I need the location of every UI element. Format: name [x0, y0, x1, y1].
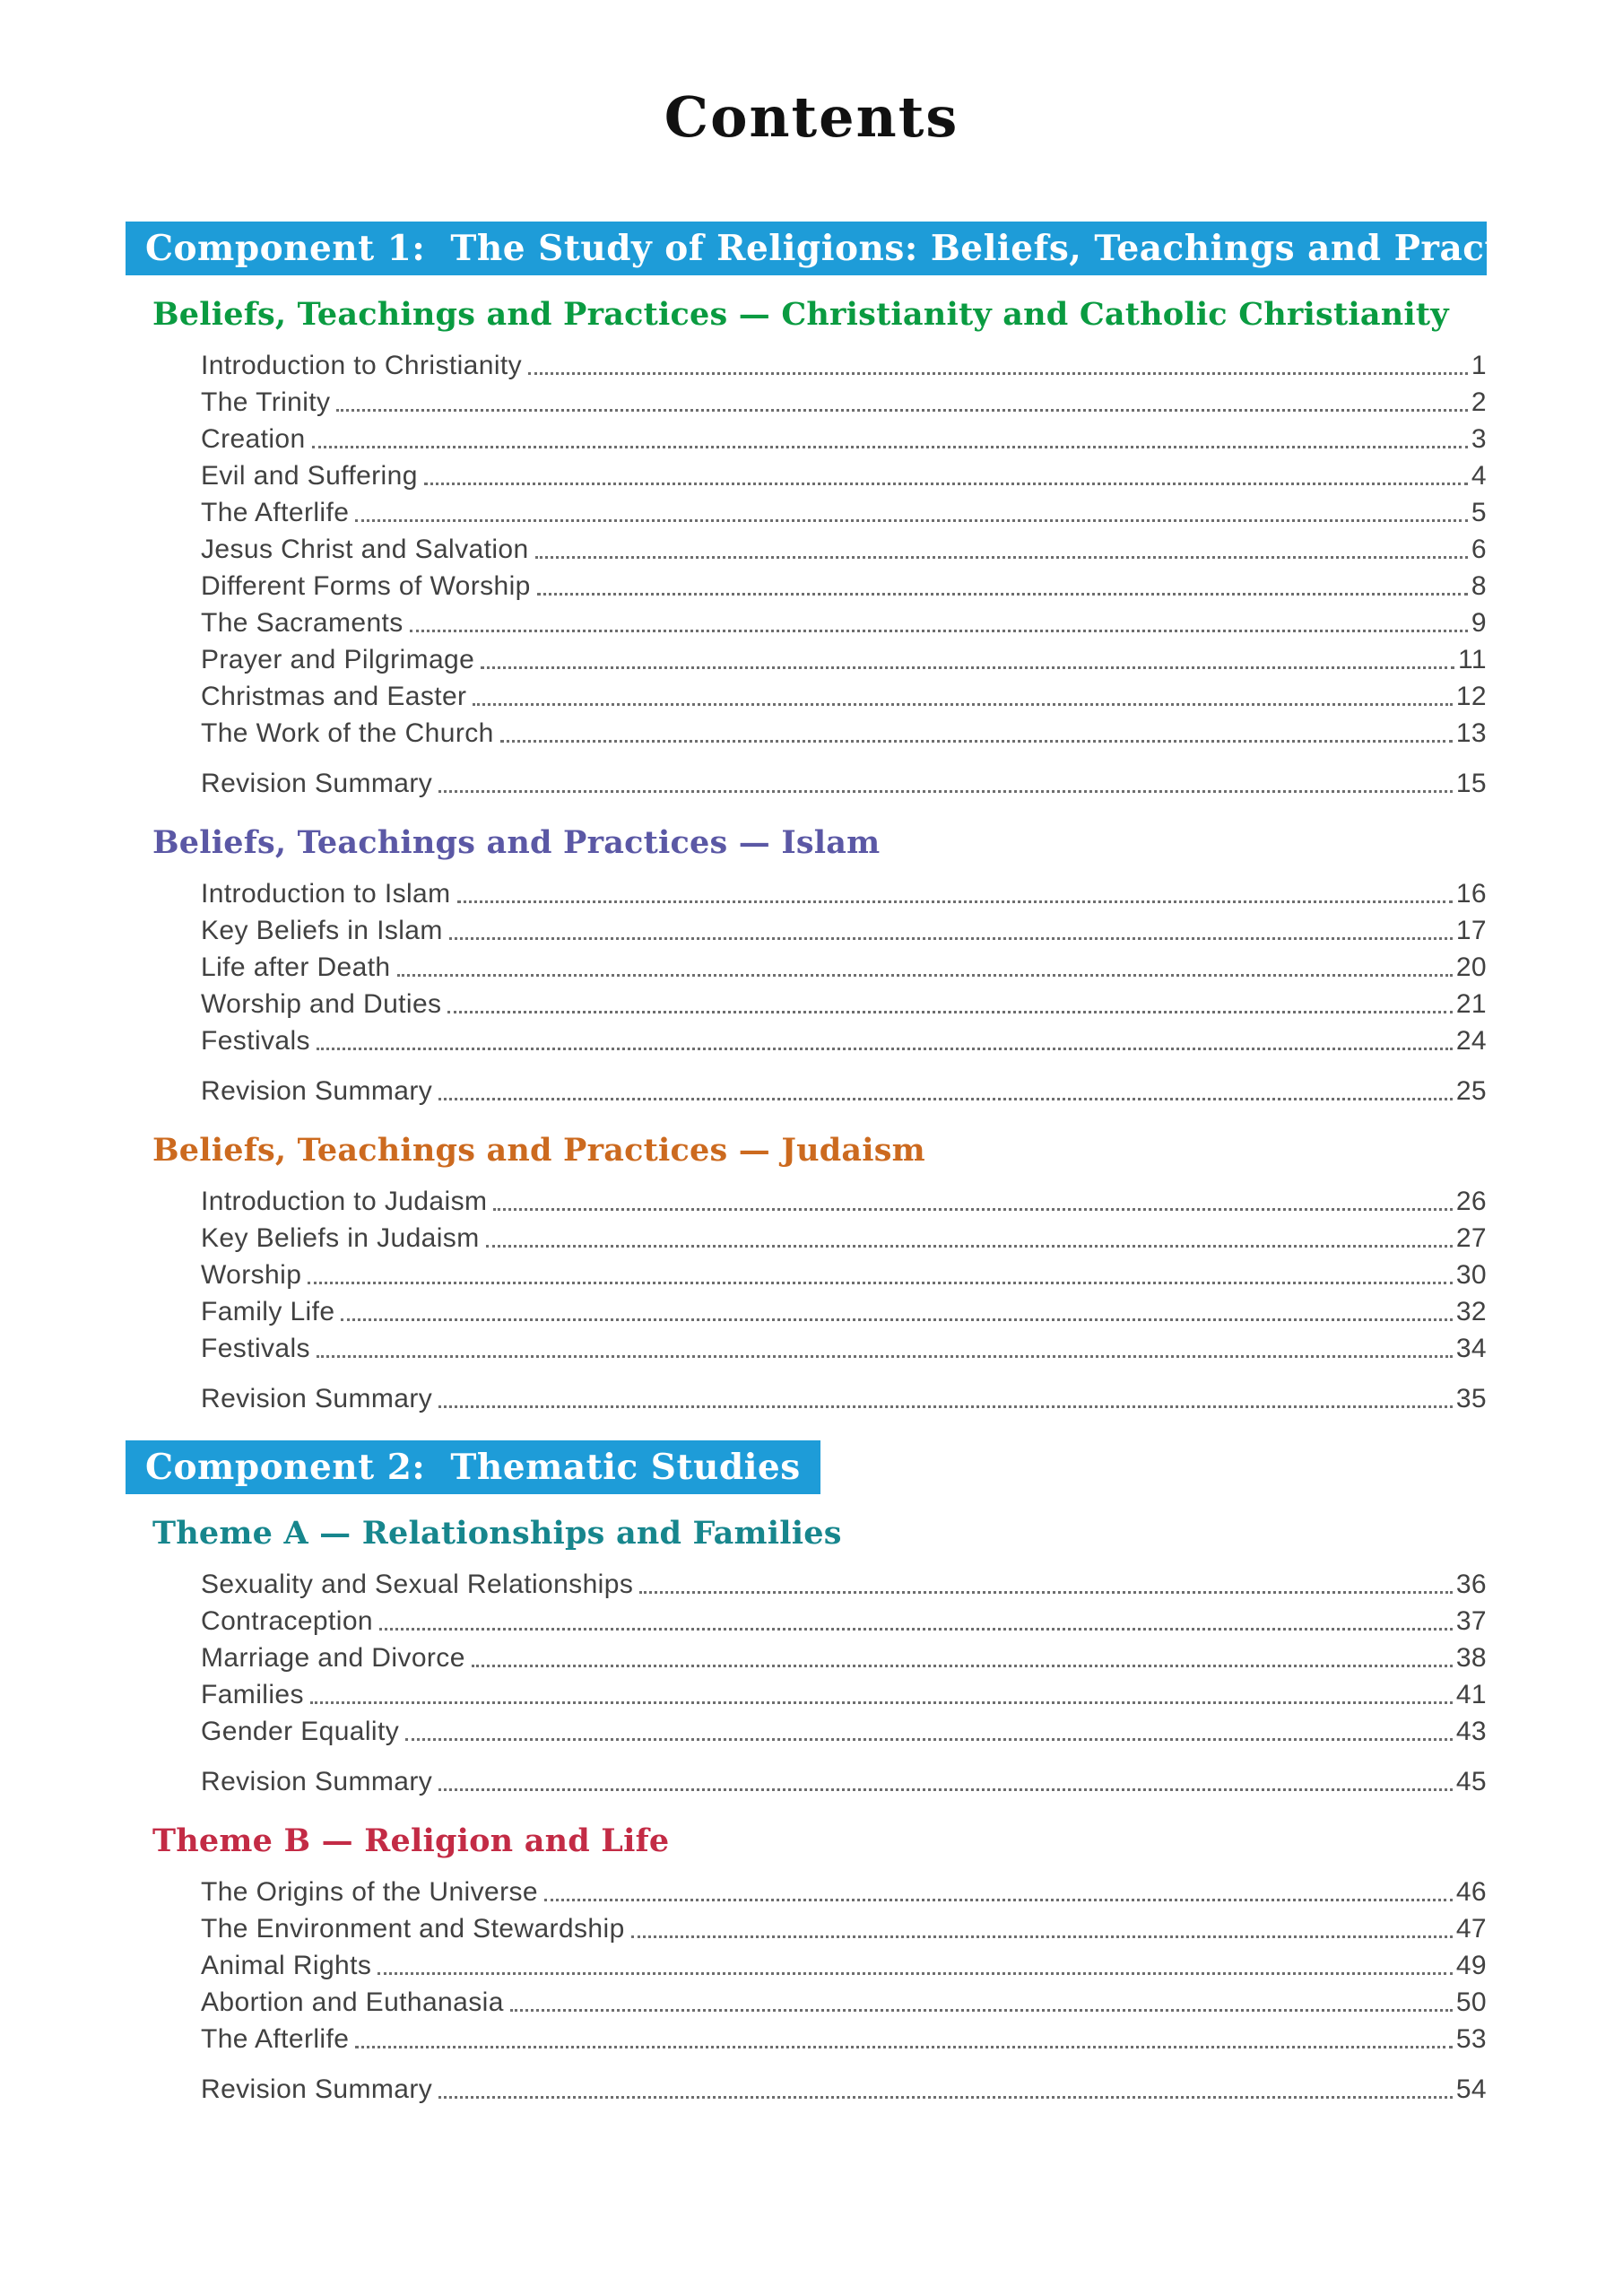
toc-entry — [201, 1763, 1487, 1800]
entry-label: Worship — [201, 1260, 302, 1290]
toc-entry — [201, 1639, 1487, 1676]
toc-entry — [201, 2071, 1487, 2108]
entry-page: 26 — [1455, 1187, 1487, 1216]
toc-entry — [201, 531, 1487, 568]
entry-page: 15 — [1455, 769, 1487, 798]
entry-page: 3 — [1471, 424, 1487, 454]
toc-entry — [201, 1220, 1487, 1257]
dot-leader — [312, 446, 1468, 448]
entry-label: Creation — [201, 424, 306, 454]
dot-leader — [424, 483, 1468, 485]
entry-page: 21 — [1455, 989, 1487, 1019]
entry-label: Families — [201, 1680, 304, 1709]
dot-leader — [500, 740, 1453, 743]
dot-leader — [544, 1899, 1453, 1901]
toc-entry — [201, 715, 1487, 752]
toc-entry — [201, 875, 1487, 912]
entry-label: The Afterlife — [201, 498, 350, 527]
entry-page: 34 — [1455, 1334, 1487, 1363]
entry-label: Different Forms of Worship — [201, 571, 531, 601]
toc-section — [126, 1133, 1487, 1417]
toc-entry — [201, 384, 1487, 421]
dot-leader — [438, 790, 1453, 793]
page-title: Contents — [664, 84, 959, 150]
dot-leader — [537, 593, 1468, 596]
entry-label: Christmas and Easter — [201, 682, 467, 711]
dot-leader — [631, 1935, 1453, 1938]
toc-entry — [201, 2021, 1487, 2057]
entry-label: Sexuality and Sexual Relationships — [201, 1570, 634, 1599]
entry-page: 32 — [1455, 1297, 1487, 1326]
entry-label: The Work of the Church — [201, 718, 494, 748]
entry-page: 12 — [1455, 682, 1487, 711]
toc-entry — [201, 1947, 1487, 1984]
entry-page: 41 — [1455, 1680, 1487, 1709]
entry-page: 37 — [1455, 1606, 1487, 1636]
entry-page: 49 — [1455, 1951, 1487, 1980]
toc-entry — [201, 1293, 1487, 1330]
entry-list — [201, 875, 1487, 1109]
toc-entry — [201, 1910, 1487, 1947]
dot-leader — [481, 666, 1454, 669]
entry-page: 36 — [1455, 1570, 1487, 1599]
toc-entry — [201, 457, 1487, 494]
component-banner: Component 1: The Study of Religions: Beliefs, Teachings and Practices — [126, 222, 1487, 275]
toc-entry — [201, 421, 1487, 457]
dot-leader — [438, 1788, 1453, 1791]
entry-label: Introduction to Judaism — [201, 1187, 488, 1216]
toc-entry — [201, 678, 1487, 715]
section-heading: Beliefs, Teachings and Practices — Islam — [152, 824, 881, 861]
entry-label: Jesus Christ and Salvation — [201, 535, 529, 564]
dot-leader — [510, 2009, 1453, 2012]
component-banner: Component 2: Thematic Studies — [126, 1440, 820, 1494]
dot-leader — [336, 409, 1467, 412]
entry-label: Life after Death — [201, 952, 391, 982]
dot-leader — [438, 1098, 1453, 1100]
toc-entry — [201, 949, 1487, 986]
entry-page: 45 — [1455, 1767, 1487, 1796]
dot-leader — [379, 1628, 1453, 1631]
toc-entry — [201, 347, 1487, 384]
toc-section — [126, 1823, 1487, 2108]
toc-entry — [201, 1713, 1487, 1750]
entry-page: 4 — [1471, 461, 1487, 491]
entry-page: 43 — [1455, 1717, 1487, 1746]
toc-entry — [201, 604, 1487, 641]
entry-label: The Trinity — [201, 387, 331, 417]
dot-leader — [397, 974, 1453, 977]
toc-section — [126, 297, 1487, 802]
dot-leader — [447, 1011, 1452, 1013]
entry-label: Key Beliefs in Islam — [201, 916, 443, 945]
entry-label: Festivals — [201, 1026, 310, 1056]
component-block — [126, 1440, 1487, 2108]
dot-leader — [528, 372, 1468, 375]
section-heading: Beliefs, Teachings and Practices — Christianity and Catholic Christianity — [152, 296, 1449, 333]
dot-leader — [535, 556, 1468, 559]
dot-leader — [355, 519, 1468, 522]
entry-page: 9 — [1471, 608, 1487, 638]
dot-leader — [639, 1591, 1453, 1594]
dot-leader — [405, 1738, 1453, 1741]
dot-leader — [410, 630, 1468, 632]
dot-leader — [486, 1245, 1453, 1248]
section-heading: Beliefs, Teachings and Practices — Judaism — [152, 1132, 925, 1169]
dot-leader — [341, 1318, 1452, 1321]
entry-label: Revision Summary — [201, 1384, 433, 1413]
entry-page: 53 — [1455, 2024, 1487, 2054]
toc-entry — [201, 1257, 1487, 1293]
entry-label: Marriage and Divorce — [201, 1643, 465, 1673]
toc-entry — [201, 1874, 1487, 1910]
dot-leader — [317, 1048, 1453, 1050]
entry-label: Contraception — [201, 1606, 373, 1636]
toc-entry — [201, 1022, 1487, 1059]
component-block — [126, 222, 1580, 1417]
entry-page: 38 — [1455, 1643, 1487, 1673]
entry-label: The Sacraments — [201, 608, 404, 638]
entry-page: 25 — [1455, 1076, 1487, 1106]
entry-page: 13 — [1455, 718, 1487, 748]
entry-label: Revision Summary — [201, 1767, 433, 1796]
dot-leader — [472, 1665, 1453, 1667]
dot-leader — [438, 2096, 1453, 2099]
entry-label: Animal Rights — [201, 1951, 372, 1980]
entry-label: Abortion and Euthanasia — [201, 1987, 504, 2017]
toc-entry — [201, 1183, 1487, 1220]
toc-entry — [201, 494, 1487, 531]
toc-entry — [201, 1984, 1487, 2021]
dot-leader — [308, 1282, 1453, 1284]
entry-label: The Origins of the Universe — [201, 1877, 538, 1907]
entry-page: 6 — [1471, 535, 1487, 564]
toc-entry — [201, 1676, 1487, 1713]
toc-entry — [201, 568, 1487, 604]
toc — [0, 222, 1623, 2108]
entry-label: Evil and Suffering — [201, 461, 418, 491]
toc-entry — [201, 1566, 1487, 1603]
entry-label: Revision Summary — [201, 2074, 433, 2104]
entry-label: Family Life — [201, 1297, 335, 1326]
entry-list — [201, 347, 1487, 802]
toc-entry — [201, 986, 1487, 1022]
entry-page: 17 — [1455, 916, 1487, 945]
entry-label: Key Beliefs in Judaism — [201, 1223, 480, 1253]
toc-section — [126, 1516, 1487, 1800]
entry-page: 54 — [1455, 2074, 1487, 2104]
section-heading: Theme A — Relationships and Families — [152, 1515, 842, 1552]
entry-page: 27 — [1455, 1223, 1487, 1253]
toc-entry — [201, 765, 1487, 802]
entry-label: Revision Summary — [201, 769, 433, 798]
dot-leader — [438, 1405, 1453, 1408]
entry-page: 35 — [1455, 1384, 1487, 1413]
entry-list — [201, 1183, 1487, 1417]
section-heading: Theme B — Religion and Life — [152, 1822, 670, 1859]
entry-label: Revision Summary — [201, 1076, 433, 1106]
entry-label: Worship and Duties — [201, 989, 442, 1019]
entry-label: Festivals — [201, 1334, 310, 1363]
entry-page: 8 — [1471, 571, 1487, 601]
dot-leader — [310, 1701, 1453, 1704]
entry-page: 1 — [1471, 351, 1487, 380]
entry-list — [201, 1874, 1487, 2108]
entry-label: Introduction to Christianity — [201, 351, 523, 380]
toc-entry — [201, 1330, 1487, 1367]
toc-entry — [201, 912, 1487, 949]
dot-leader — [457, 900, 1453, 903]
entry-label: The Environment and Stewardship — [201, 1914, 625, 1944]
toc-entry — [201, 1380, 1487, 1417]
entry-page: 11 — [1458, 645, 1487, 674]
entry-label: The Afterlife — [201, 2024, 350, 2054]
entry-page: 50 — [1455, 1987, 1487, 2017]
entry-label: Introduction to Islam — [201, 879, 451, 909]
dot-leader — [378, 1972, 1453, 1975]
entry-page: 2 — [1471, 387, 1487, 417]
entry-page: 5 — [1471, 498, 1487, 527]
dot-leader — [355, 2046, 1453, 2048]
toc-entry — [201, 1073, 1487, 1109]
entry-label: Gender Equality — [201, 1717, 400, 1746]
toc-entry — [201, 641, 1487, 678]
entry-page: 20 — [1455, 952, 1487, 982]
entry-page: 30 — [1455, 1260, 1487, 1290]
entry-page: 24 — [1455, 1026, 1487, 1056]
entry-page: 46 — [1455, 1877, 1487, 1907]
dot-leader — [449, 937, 1453, 940]
dot-leader — [317, 1355, 1453, 1358]
toc-section — [126, 825, 1487, 1109]
entry-page: 16 — [1455, 879, 1487, 909]
entry-list — [201, 1566, 1487, 1800]
toc-entry — [201, 1603, 1487, 1639]
entry-label: Prayer and Pilgrimage — [201, 645, 475, 674]
entry-page: 47 — [1455, 1914, 1487, 1944]
dot-leader — [493, 1208, 1452, 1211]
dot-leader — [473, 703, 1452, 706]
